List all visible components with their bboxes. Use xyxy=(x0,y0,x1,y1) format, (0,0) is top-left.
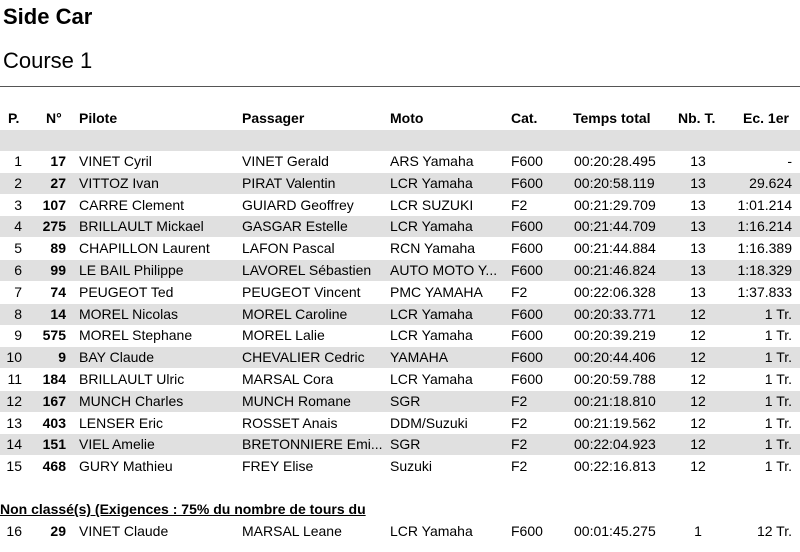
cell-number: 167 xyxy=(42,392,66,409)
cell-total-time: 00:22:04.923 xyxy=(574,436,656,453)
cell-total-time: 00:20:39.219 xyxy=(574,327,656,344)
cell-gap: 1 Tr. xyxy=(764,436,792,453)
cell-moto: LCR Yamaha xyxy=(390,523,473,539)
cell-moto: LCR SUZUKI xyxy=(390,196,474,213)
cell-total-time: 00:20:28.495 xyxy=(574,153,656,169)
cell-laps: 12 xyxy=(690,371,706,387)
cell-total-time: 00:22:16.813 xyxy=(574,458,656,475)
cell-moto: AUTO MOTO Y... xyxy=(390,262,498,278)
cell-moto: LCR Yamaha xyxy=(390,371,473,387)
cell-laps: 12 xyxy=(690,305,706,322)
cell-position: 9 xyxy=(14,327,22,344)
cell-number: 184 xyxy=(42,371,66,387)
cell-moto: LCR Yamaha xyxy=(390,327,473,344)
table-row xyxy=(0,173,800,194)
cell-total-time: 00:21:46.824 xyxy=(574,262,656,278)
cell-passager: MOREL Lalie xyxy=(242,327,325,344)
cell-number: 468 xyxy=(42,458,66,475)
cell-total-time: 00:21:44.709 xyxy=(574,218,656,235)
cell-passager: FREY Elise xyxy=(242,458,314,475)
cell-moto: YAMAHA xyxy=(390,349,449,366)
table-row xyxy=(0,434,800,455)
cell-position: 12 xyxy=(6,392,22,409)
cell-moto: SGR xyxy=(390,436,421,453)
cell-category: F2 xyxy=(511,196,528,213)
header-number: N° xyxy=(46,110,62,126)
cell-gap: 29.624 xyxy=(749,174,792,191)
cell-moto: LCR Yamaha xyxy=(390,174,473,191)
cell-category: F600 xyxy=(511,153,543,169)
cell-category: F600 xyxy=(511,305,543,322)
cell-position: 15 xyxy=(6,458,22,475)
cell-position: 5 xyxy=(14,240,22,257)
table-row xyxy=(0,151,800,172)
cell-pilote: CHAPILLON Laurent xyxy=(79,240,210,257)
cell-position: 13 xyxy=(6,414,22,431)
cell-pilote: MUNCH Charles xyxy=(79,392,184,409)
cell-passager: GUIARD Geoffrey xyxy=(242,196,354,213)
table-row xyxy=(0,195,800,216)
cell-gap: 1 Tr. xyxy=(764,349,792,366)
table-row xyxy=(0,521,800,542)
cell-number: 27 xyxy=(50,174,66,191)
cell-category: F2 xyxy=(511,414,528,431)
table-row xyxy=(0,391,800,412)
cell-number: 275 xyxy=(42,218,66,235)
table-row xyxy=(0,216,800,237)
cell-gap: 1 Tr. xyxy=(764,327,792,344)
cell-laps: 13 xyxy=(690,174,706,191)
cell-pilote: MOREL Nicolas xyxy=(79,305,179,322)
table-row xyxy=(0,325,800,346)
cell-laps: 12 xyxy=(690,414,706,431)
cell-position: 10 xyxy=(6,349,22,366)
header-laps: Nb. T. xyxy=(678,110,716,126)
table-row xyxy=(0,413,800,434)
cell-position: 8 xyxy=(14,305,22,322)
cell-number: 107 xyxy=(42,196,66,213)
cell-laps: 12 xyxy=(690,327,706,344)
cell-pilote: PEUGEOT Ted xyxy=(79,283,174,300)
cell-laps: 13 xyxy=(690,283,706,300)
cell-number: 17 xyxy=(50,153,66,169)
cell-gap: 1 Tr. xyxy=(764,371,792,387)
cell-gap: 1 Tr. xyxy=(764,458,792,475)
cell-moto: SGR xyxy=(390,392,421,409)
cell-pilote: GURY Mathieu xyxy=(79,458,173,475)
cell-pilote: VITTOZ Ivan xyxy=(79,174,159,191)
cell-category: F600 xyxy=(511,371,543,387)
cell-position: 11 xyxy=(7,371,22,387)
cell-moto: DDM/Suzuki xyxy=(390,414,468,431)
cell-passager: LAFON Pascal xyxy=(242,240,335,257)
cell-total-time: 00:21:44.884 xyxy=(574,240,656,257)
cell-category: F2 xyxy=(511,436,528,453)
cell-number: 89 xyxy=(50,240,66,257)
cell-category: F600 xyxy=(511,523,543,539)
cell-passager: VINET Gerald xyxy=(242,153,329,169)
cell-passager: BRETONNIERE Emi... xyxy=(242,436,383,453)
cell-pilote: VINET Cyril xyxy=(79,153,152,169)
cell-category: F2 xyxy=(511,458,528,475)
cell-gap: 1 Tr. xyxy=(764,305,792,322)
cell-category: F600 xyxy=(511,349,543,366)
cell-laps: 12 xyxy=(690,349,706,366)
cell-laps: 12 xyxy=(690,436,706,453)
table-row xyxy=(0,260,800,281)
cell-number: 29 xyxy=(50,523,66,539)
header-category: Cat. xyxy=(511,110,538,126)
cell-category: F600 xyxy=(511,327,543,344)
non-classified-heading: Non classé(s) (Exigences : 75% du nombre de tours du xyxy=(0,501,366,517)
cell-pilote: BRILLAULT Mickael xyxy=(79,218,204,235)
cell-passager: LAVOREL Sébastien xyxy=(242,262,372,278)
cell-category: F2 xyxy=(511,283,528,300)
cell-passager: CHEVALIER Cedric xyxy=(242,349,365,366)
cell-laps: 13 xyxy=(690,153,706,169)
cell-number: 575 xyxy=(42,327,66,344)
cell-moto: RCN Yamaha xyxy=(390,240,476,257)
cell-gap: 1:16.389 xyxy=(737,240,792,257)
cell-total-time: 00:01:45.275 xyxy=(574,523,656,539)
table-row xyxy=(0,304,800,325)
cell-number: 151 xyxy=(42,436,66,453)
cell-gap: 1 Tr. xyxy=(764,392,792,409)
cell-gap: 1:18.329 xyxy=(737,262,792,278)
cell-total-time: 00:20:59.788 xyxy=(574,371,656,387)
title-divider xyxy=(0,86,800,87)
cell-moto: Suzuki xyxy=(390,458,433,475)
table-row xyxy=(0,282,800,303)
cell-category: F600 xyxy=(511,218,543,235)
cell-total-time: 00:20:58.119 xyxy=(574,174,655,191)
table-row xyxy=(0,456,800,477)
table-row xyxy=(0,238,800,259)
cell-position: 4 xyxy=(14,218,22,235)
cell-gap: 1 Tr. xyxy=(764,414,792,431)
cell-pilote: CARRE Clement xyxy=(79,196,185,213)
cell-category: F600 xyxy=(511,174,543,191)
cell-position: 6 xyxy=(14,262,22,278)
cell-passager: PIRAT Valentin xyxy=(242,174,336,191)
header-position: P. xyxy=(8,110,20,126)
cell-moto: ARS Yamaha xyxy=(390,153,474,169)
cell-pilote: VINET Claude xyxy=(79,523,169,539)
cell-position: 14 xyxy=(6,436,22,453)
cell-category: F2 xyxy=(511,392,528,409)
cell-position: 16 xyxy=(6,523,22,539)
cell-laps: 12 xyxy=(690,458,706,475)
cell-gap: 1:16.214 xyxy=(737,218,792,235)
cell-total-time: 00:21:18.810 xyxy=(574,392,656,409)
cell-laps: 12 xyxy=(690,392,706,409)
cell-pilote: BRILLAULT Ulric xyxy=(79,371,185,387)
cell-gap: 1:01.214 xyxy=(737,196,792,213)
cell-laps: 13 xyxy=(690,196,706,213)
cell-passager: GASGAR Estelle xyxy=(242,218,348,235)
cell-number: 99 xyxy=(50,262,66,278)
page-title: Side Car xyxy=(3,4,93,29)
cell-pilote: MOREL Stephane xyxy=(79,327,193,344)
cell-number: 403 xyxy=(42,414,66,431)
cell-gap: 12 Tr. xyxy=(756,523,792,539)
header-pilote: Pilote xyxy=(79,110,118,126)
cell-laps: 13 xyxy=(690,262,706,278)
cell-laps: 13 xyxy=(690,240,706,257)
header-passager: Passager xyxy=(242,110,305,126)
header-total-time: Temps total xyxy=(573,110,651,126)
cell-number: 9 xyxy=(58,349,66,366)
cell-total-time: 00:21:29.709 xyxy=(574,196,656,213)
cell-total-time: 00:20:33.771 xyxy=(574,305,656,322)
cell-moto: PMC YAMAHA xyxy=(390,283,483,300)
cell-total-time: 00:21:19.562 xyxy=(574,414,656,431)
cell-number: 14 xyxy=(50,305,66,322)
table-row xyxy=(0,347,800,368)
cell-passager: MARSAL Cora xyxy=(242,371,334,387)
cell-laps: 1 xyxy=(694,523,702,539)
cell-passager: MARSAL Leane xyxy=(242,523,342,539)
table-spacer-row xyxy=(0,130,800,151)
cell-position: 1 xyxy=(14,153,22,169)
cell-category: F600 xyxy=(511,240,543,257)
cell-moto: LCR Yamaha xyxy=(390,218,473,235)
cell-moto: LCR Yamaha xyxy=(390,305,473,322)
page-subtitle: Course 1 xyxy=(3,48,93,73)
cell-passager: PEUGEOT Vincent xyxy=(242,283,361,300)
cell-pilote: BAY Claude xyxy=(79,349,154,366)
cell-position: 2 xyxy=(14,174,22,191)
cell-gap: 1:37.833 xyxy=(737,283,792,300)
cell-pilote: LENSER Eric xyxy=(79,414,164,431)
cell-pilote: LE BAIL Philippe xyxy=(79,262,184,278)
cell-passager: ROSSET Anais xyxy=(242,414,338,431)
cell-passager: MOREL Caroline xyxy=(242,305,348,322)
cell-position: 3 xyxy=(14,196,22,213)
cell-total-time: 00:22:06.328 xyxy=(574,283,656,300)
header-gap: Ec. 1er xyxy=(743,110,789,126)
cell-passager: MUNCH Romane xyxy=(242,392,351,409)
cell-category: F600 xyxy=(511,262,543,278)
cell-gap: - xyxy=(787,153,792,169)
table-row xyxy=(0,369,800,390)
header-moto: Moto xyxy=(390,110,424,126)
cell-pilote: VIEL Amelie xyxy=(79,436,155,453)
cell-number: 74 xyxy=(50,283,66,300)
cell-laps: 13 xyxy=(690,218,706,235)
cell-total-time: 00:20:44.406 xyxy=(574,349,656,366)
cell-position: 7 xyxy=(14,283,22,300)
